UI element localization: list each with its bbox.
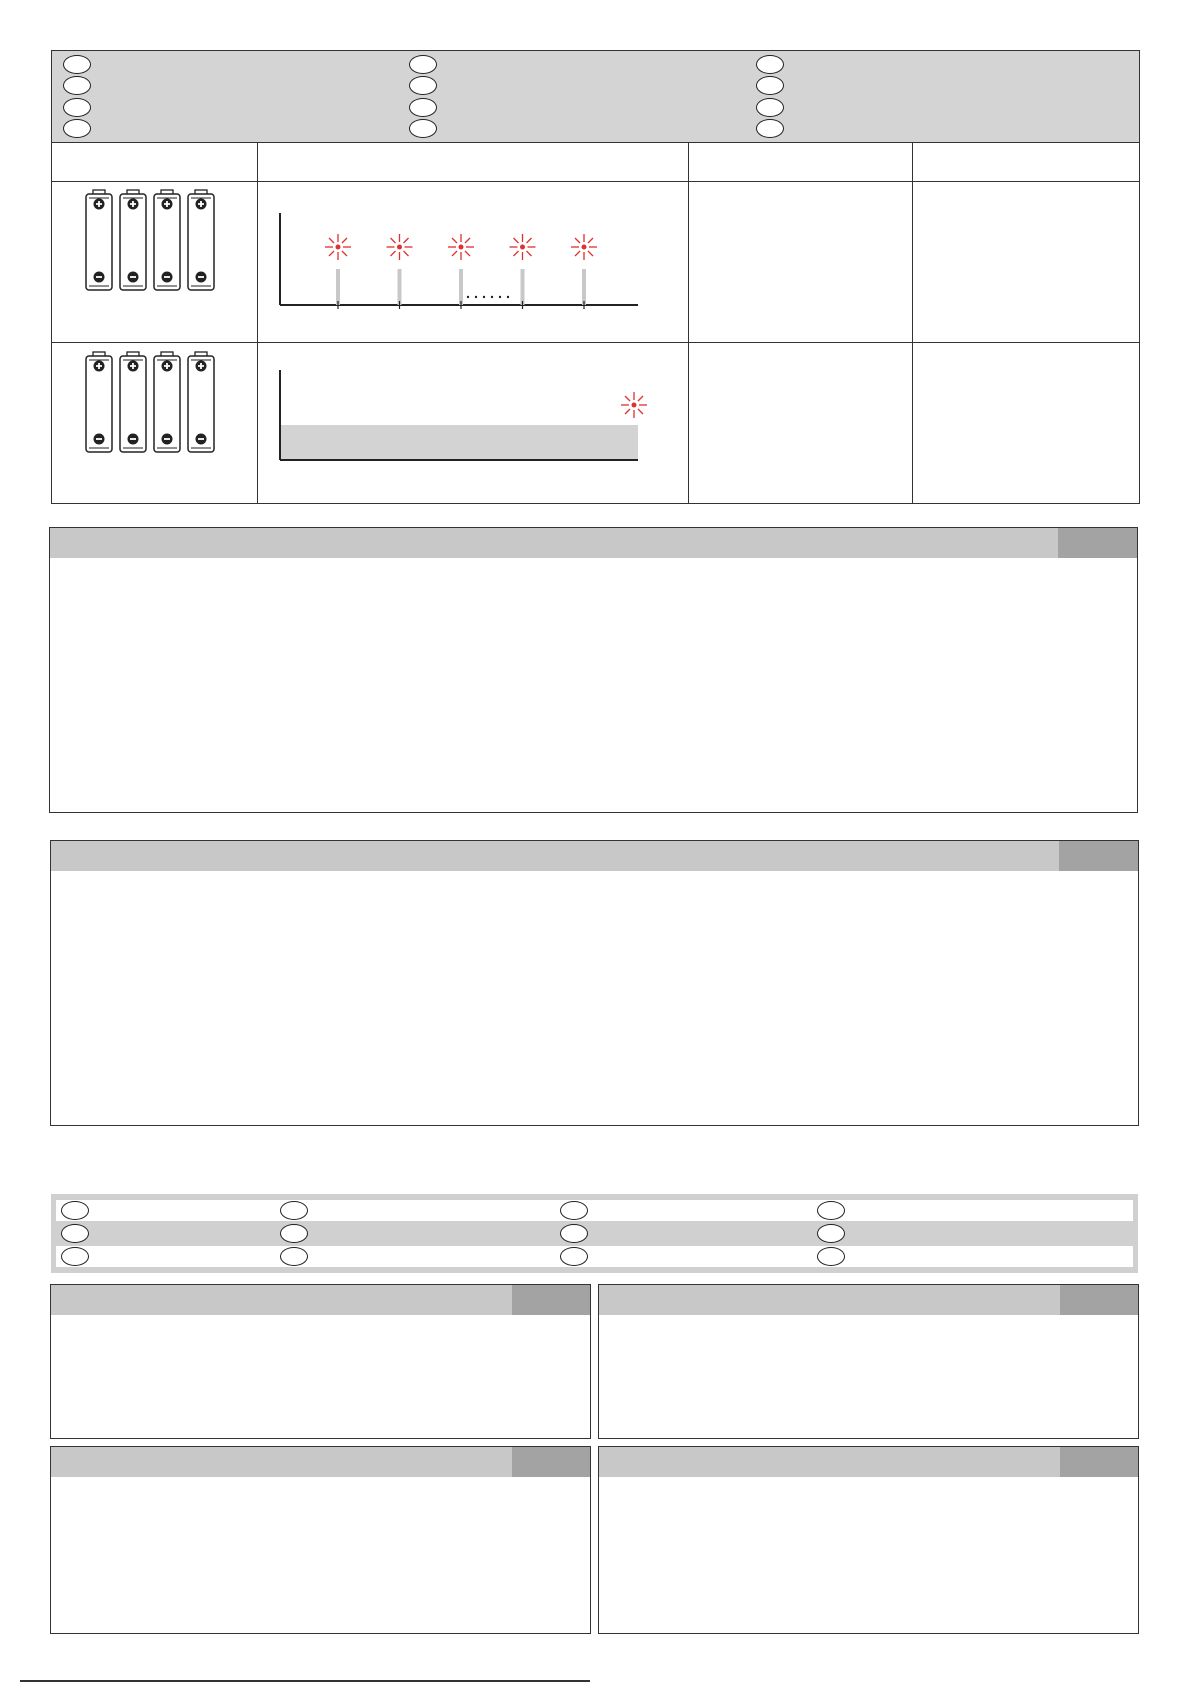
legend-marker [63,55,91,74]
section-box-1 [49,527,1138,813]
table-vline [688,142,689,503]
small-box-4-tab [1060,1447,1138,1477]
legend-marker [63,98,91,117]
legend-marker [409,55,437,74]
small-box-3-tab [512,1447,590,1477]
table-vline [912,142,913,503]
small-box-2-tab [1060,1285,1138,1315]
section-box-1-tab [1058,528,1137,558]
battery-icon [188,190,214,290]
steady-pattern-chart [270,365,650,470]
pulse-bar [459,269,463,305]
legend-marker [817,1201,845,1220]
led-pulse-mark [387,234,413,309]
section-box-2-header [51,841,1059,871]
led-pulse-mark [510,234,536,309]
led-flash-icon [448,234,474,260]
table-hline [52,181,1139,182]
pulse-bar [521,269,525,305]
led-flash-icon [571,234,597,260]
legend-marker [756,55,784,74]
bottom-legend-row [56,1246,1133,1267]
steady-signal-bar [281,425,638,459]
small-box-2-header [599,1285,1060,1315]
small-box-1-header [51,1285,512,1315]
pulse-bar [582,269,586,305]
ellipsis-dots [467,296,509,298]
legend-marker [280,1247,308,1266]
battery-icon [154,190,180,290]
led-pulse-mark [571,234,597,309]
footer-rule [20,1680,590,1682]
pulse-bar [336,269,340,305]
small-box-3-header [51,1447,512,1477]
battery-icon [154,352,180,452]
battery-icon [188,352,214,452]
legend-marker [409,76,437,95]
battery-icon [86,352,112,452]
blink-pattern-chart [270,205,650,315]
table-hline [52,142,1139,143]
legend-marker [61,1224,89,1243]
battery-icon [86,190,112,290]
bottom-legend-row [56,1223,1133,1244]
legend-marker [409,119,437,138]
battery-icon [120,190,146,290]
bottom-legend-row [56,1200,1133,1221]
legend-marker [409,98,437,117]
battery-group-row-1 [85,190,215,292]
led-flash-icon [621,392,647,418]
legend-marker [817,1247,845,1266]
table-vline [257,142,258,503]
led-flash-icon [510,234,536,260]
led-pulse-mark [448,234,474,309]
legend-marker [560,1201,588,1220]
section-box-2 [50,840,1139,1126]
led-flash-icon [325,234,351,260]
led-pulse-mark [325,234,351,309]
led-flash-icon [387,234,413,260]
legend-marker [63,76,91,95]
small-box-4-header [599,1447,1060,1477]
legend-marker [756,98,784,117]
legend-marker [560,1224,588,1243]
legend-marker [817,1224,845,1243]
legend-marker [756,76,784,95]
legend-marker [756,119,784,138]
legend-marker [61,1201,89,1220]
legend-marker [280,1201,308,1220]
battery-group-row-2 [85,352,215,454]
legend-marker [63,119,91,138]
legend-marker [280,1224,308,1243]
legend-marker [61,1247,89,1266]
section-box-2-tab [1059,841,1138,871]
battery-icon [120,352,146,452]
top-legend-band [52,51,1139,142]
legend-marker [560,1247,588,1266]
pulse-bar [398,269,402,305]
table-hline [52,342,1139,343]
section-box-1-header [50,528,1058,558]
small-box-1-tab [512,1285,590,1315]
